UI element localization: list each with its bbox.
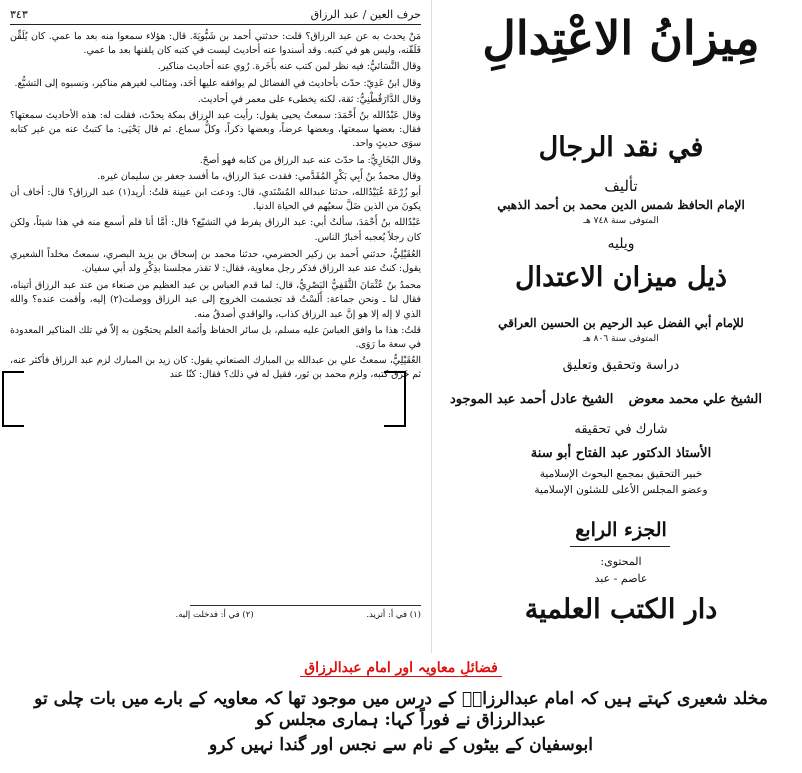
cover-shared: شارك في تحقيقه xyxy=(574,422,668,437)
page-number: ٣٤٣ xyxy=(10,8,28,21)
urdu-title-text: فضائلِ معاویہ اور امام عبدالرزاق xyxy=(300,660,502,677)
cover-dhayl-title: ذيل ميزان الاعتدال xyxy=(514,262,728,293)
header-rule xyxy=(10,24,421,25)
cover-contents-label: المحتوى: xyxy=(600,555,642,568)
cover-wayalih: ويليه xyxy=(607,236,635,252)
cover-author2: للإمام أبي الفضل عبد الرحيم بن الحسين العراقي xyxy=(498,316,744,330)
book-page xyxy=(0,0,432,653)
cover-author: الإمام الحافظ شمس الدين محمد بن أحمد الذهبي xyxy=(497,198,745,212)
cover-professor: الأستاذ الدكتور عبد الفتاح أبو سنة xyxy=(530,446,712,461)
highlight-bracket-left xyxy=(2,371,24,427)
cover-author-died: المتوفى سنة ٧٤٨ هـ xyxy=(583,216,659,226)
paragraph: وقال النَّسَائيُّ: فيه نظر لمن كتب عنه بأَخَرة. رُوي عنه أحاديث مناكير. xyxy=(157,61,421,73)
urdu-line-2: ابوسفیان کے بیٹوں کے نام سے نجس اور گندا نہیں کرو xyxy=(209,735,593,755)
paragraph: وقال عَبْدُالله بنُ أَحْمَدَ: سمعتُ يحيى يقول: رأيت عبد الرزاق بمكة يحدّث، فقلت له: هذه الأحاديث سمعتها؟ فقال: بعضها سمعتها، وبعضها عرضاً، وبعضها ذكراً، وكلٌّ سماع. ثم قال يَحْيَى: ما كتبتُ عنه من غير كتابه سوَى حديثٍ واحد. xyxy=(10,110,421,150)
cover-contents-range: عاصم - عبد xyxy=(594,572,648,585)
urdu-title xyxy=(0,657,802,676)
footnote: (٢) في أ: فدخلت إليه. xyxy=(175,610,254,620)
cover-taalif: تأليف xyxy=(604,177,638,195)
cover-professor-title-1: خبير التحقيق بمجمع البحوث الإسلامية xyxy=(539,468,703,480)
cover-study-line: دراسة وتحقيق وتعليق xyxy=(562,358,680,373)
paragraph: مَنْ يحدث به عن عبد الرزاق؟ قلت: حدثني أحمد بن شَبُّويَةَ. قال: هؤلاء سمعوا منه بعد ما عمي. كان يُلَقِّن فَلَقّنه، وليس هو في كتبه. وقد أسندوا عنه أحاديث ليست في كتبه كان يلقنها بعد ما عمي. xyxy=(10,31,421,57)
paragraph: وقال ابنُ عَدِيّ: حدّث بأحاديث في الفضائل لم يوافقه عليها أحَد، ومثالب لغيرهم مناكير، ونسبوه إلى التشيُّع. xyxy=(14,77,421,89)
cover-part: الجزء الرابع xyxy=(575,519,667,541)
highlighted-paragraph: العُقَيْلِيُّ، حدثني أحمد بن زكير الحضرمي، حدثنا محمد بن إسحاق بن يزيد البصري، سمعتُ مخلداً الشعيري يقول: كنتُ عند عبد الرزاق فذكر رجل معاوية، فقال: لا تقذر مجلسنا بذِكْرِ ولد أبي سفيان. xyxy=(10,248,421,275)
cover-professor-title-2: وعضو المجلس الأعلى للشئون الإسلامية xyxy=(534,484,708,496)
paragraph: قلتُ: هذا ما وافق العباسَ عليه مسلم، بل سائر الحفاظ وأئمة العلم يحتجّون به إلاّ في تلك المناكير المعدودة في سعة ما رَوَى. xyxy=(10,324,421,351)
footnote-rule xyxy=(190,605,421,606)
page-body xyxy=(10,30,421,385)
paragraph: عَبْدُالله بنُ أَحْمَدَ، سألتُ أبي: عبد الرزاق يفرط في التشيّع؟ قال: أمَّا أنا فلم أسمع منه في هذا شيئاً، ولكن كان رجلاً يُعجبه أخبارُ الناس. xyxy=(10,217,421,243)
cover-editor-1: الشيخ علي محمد معوض xyxy=(628,392,762,407)
paragraph: محمدُ بنُ عُثْمَانَ الثَّقَفِيُّ البَصْرِيُّ، قال: لما قدم العباس بن عبد العظيم من صنعاء من عند عبد الرزاق أتيناه، فقال لنا ـ ونحن جماعة: أَلَسْتُ قد تجشمت الخروج إلى عبد الرزاق ووصلت(٢) إليه، وأقمت عنده؟ والله الذي لا إله إلا هو إنَّ عبد الرزاق كذاب، والواقدي أصدقُ منه. xyxy=(10,280,421,320)
cover-part-rule xyxy=(570,546,670,547)
urdu-line-1: مخلد شعیری کہتے ہیں کہ امام عبدالرزاقؒ کے درس میں موجود تھا کہ معاویہ کے بارے میں بات چلی تو عبدالرزاق نے فوراً کہا: ہماری مجلس کو xyxy=(34,689,768,730)
highlight-bracket-right xyxy=(384,371,406,427)
cover-title: مِيزانُ الاعْتِدالِ xyxy=(482,11,760,65)
cover-publisher: دار الكتب العلمية xyxy=(524,594,718,625)
book-cover xyxy=(440,0,802,653)
paragraph: أبو زُرْعَةَ عُبَيْدُالله، حدثنا عبدالله المُسْنَدي، قال: ودعت ابن عيينة قلتُ: أريد(١) عبد الرزاق؟ قال: أخاف أن يكونَ من الذين ضَلَّ سعيُهم في الحياة الدنيا. xyxy=(10,187,422,213)
cover-editor-2: الشيخ عادل أحمد عبد الموجود xyxy=(450,392,614,407)
page-header xyxy=(10,8,421,24)
header-section: حرف العين / عبد الرزاق xyxy=(310,8,421,21)
paragraph: وقال محمدُ بنُ أَبِي بَكْرٍ المُقَدَّمي: فقدت عبدَ الرزاق، ما أفسد جعفر بن سليمان غيره. xyxy=(97,170,421,182)
cover-author2-died: المتوفى سنة ٨٠٦ هـ xyxy=(583,334,659,344)
footnotes xyxy=(10,610,421,620)
footnote: (١) في أ: أتريد. xyxy=(366,610,421,620)
paragraph: وقال البُخَارِيُّ: ما حدّث عنه عبد الرزاق من كتابه فهو أصحّ. xyxy=(199,154,421,166)
paragraph: العُقَيْلِيُّ، سمعتُ علي بن عبدالله بن المبارك الصنعاني يقول: كان زيد بن المبارك لزم عبد الرزاق فأكثر عنه، ثم خَرَقَ كتبه، ولزم محمد بن ثور، فقيل له في ذلك؟ فقال: كنّا عند xyxy=(10,355,421,381)
paragraph: وقال الدَّارَقُطْنِيُّ: ثقة، لكنه يخطىء على معمر في أحاديث. xyxy=(197,93,421,105)
cover-subtitle: في نقد الرجال xyxy=(538,132,704,163)
